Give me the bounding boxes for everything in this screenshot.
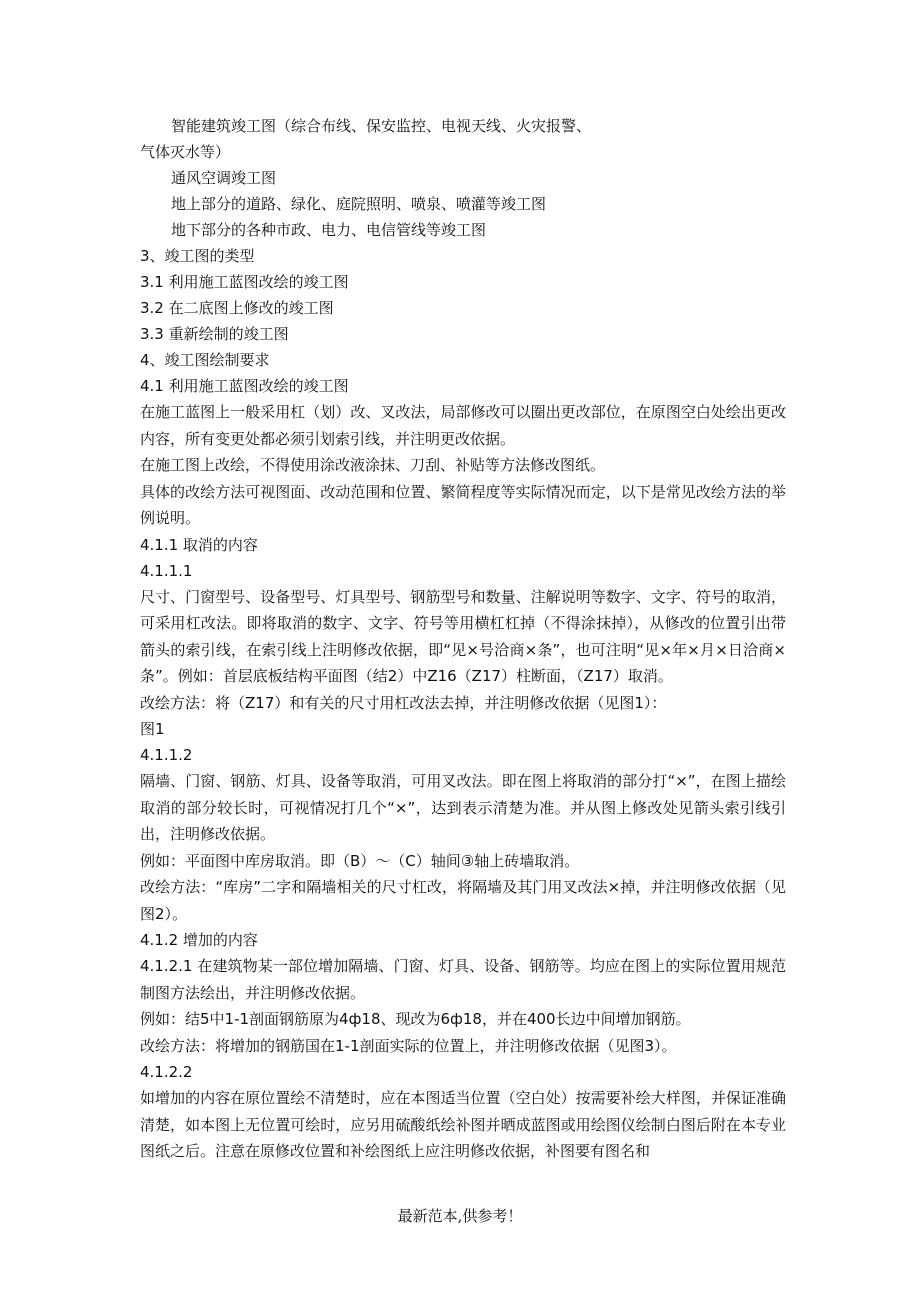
text-line: 4.1.1.1 xyxy=(140,561,193,580)
text-line: 4、竣工图绘制要求 xyxy=(140,351,270,369)
text-line: 3、竣工图的类型 xyxy=(140,247,255,265)
paragraph: 在施工蓝图上一般采用杠（划）改、叉改法，局部修改可以圈出更改部位，在原图空白处绘出更改内容，所有变更处都必须引划索引线，并注明更改依据。 xyxy=(140,403,786,448)
text-line: 4.1.1.2 xyxy=(140,746,193,764)
text-line: 3.3 重新绘制的竣工图 xyxy=(140,325,289,343)
paragraph: 在施工图上改绘，不得使用涂改液涂抹、刀刮、补贴等方法修改图纸。 xyxy=(140,456,606,474)
text-line: 气体灭水等） xyxy=(140,143,231,161)
paragraph: 改绘方法：“库房”二字和隔墙相关的尺寸杠改，将隔墙及其门用叉改法×掉，并注明修改依据（见图2）。 xyxy=(140,878,786,923)
document-body xyxy=(140,113,786,1165)
text-line: 4.1.2 增加的内容 xyxy=(140,931,258,949)
text-line: 通风空调竣工图 xyxy=(171,169,277,187)
text-line: 4.1.2.2 xyxy=(140,1063,193,1081)
paragraph: 改绘方法：将（Z17）和有关的尺寸用杠改法去掉，并注明修改依据（见图1）： xyxy=(140,693,667,712)
paragraph: 隔墙、门窗、钢筋、灯具、设备等取消，可用叉改法。即在图上将取消的部分打“×”，在图上描绘取消的部分较长时，可视情况打几个“×”，达到表示清楚为准。并从图上修改处见箭头索引线引出，注明修改依据。 xyxy=(140,772,786,843)
text-line: 地上部分的道路、绿化、庭院照明、喷泉、喷灌等竣工图 xyxy=(171,195,547,213)
paragraph: 例如：平面图中库房取消。即（B）～（C）轴间③轴上砖墙取消。 xyxy=(140,851,580,870)
paragraph: 如增加的内容在原位置绘不清楚时，应在本图适当位置（空白处）按需要补绘大样图，并保证准确清楚，如本图上无位置可绘时，应另用硫酸纸绘补图并晒成蓝图或用绘图仪绘制白图后附在本专业图纸之后。注意在原修改位置和补绘图纸上应注明修改依据，补图要有图名和 xyxy=(140,1089,786,1160)
paragraph: 4.1.2.1 在建筑物某一部位增加隔墙、门窗、灯具、设备、钢筋等。均应在图上的实际位置用规范制图方法绘出，并注明修改依据。 xyxy=(140,957,786,1002)
text-line: 3.1 利用施工蓝图改绘的竣工图 xyxy=(140,273,349,291)
paragraph: 例如：结5中1-1剖面钢筋原为4ф18、现改为6ф18，并在400长边中间增加钢筋。 xyxy=(140,1010,691,1028)
text-line: 地下部分的各种市政、电力、电信管线等竣工图 xyxy=(171,221,487,239)
text-line: 3.2 在二底图上修改的竣工图 xyxy=(140,299,334,317)
paragraph: 改绘方法：将增加的钢筋国在1-1剖面实际的位置上，并注明修改依据（见图3）。 xyxy=(140,1036,677,1055)
text-line: 智能建筑竣工图（综合布线、保安监控、电视天线、火灾报警、 xyxy=(171,117,592,135)
paragraph: 尺寸、门窗型号、设备型号、灯具型号、钢筋型号和数量、注解说明等数字、文字、符号的取消，可采用杠改法。即将取消的数字、文字、符号等用横杠杠掉（不得涂抹掉），从修改的位置引出带箭头的索引线，在索引线上注明修改依据，即“见×号洽商×条”，也可注明“见×年×月×日洽商×条”。例如：首层底板结构平面图（结2）中Z16（Z17）柱断面，（Z17）取消。 xyxy=(140,587,786,685)
paragraph: 具体的改绘方法可视图面、改动范围和位置、繁简程度等实际情况而定，以下是常见改绘方法的举例说明。 xyxy=(140,482,786,527)
text-line: 4.1 利用施工蓝图改绘的竣工图 xyxy=(140,377,349,395)
page-footer: 最新范本,供参考！ xyxy=(397,1207,523,1225)
text-line: 图1 xyxy=(140,720,165,738)
text-line: 4.1.1 取消的内容 xyxy=(140,535,258,554)
